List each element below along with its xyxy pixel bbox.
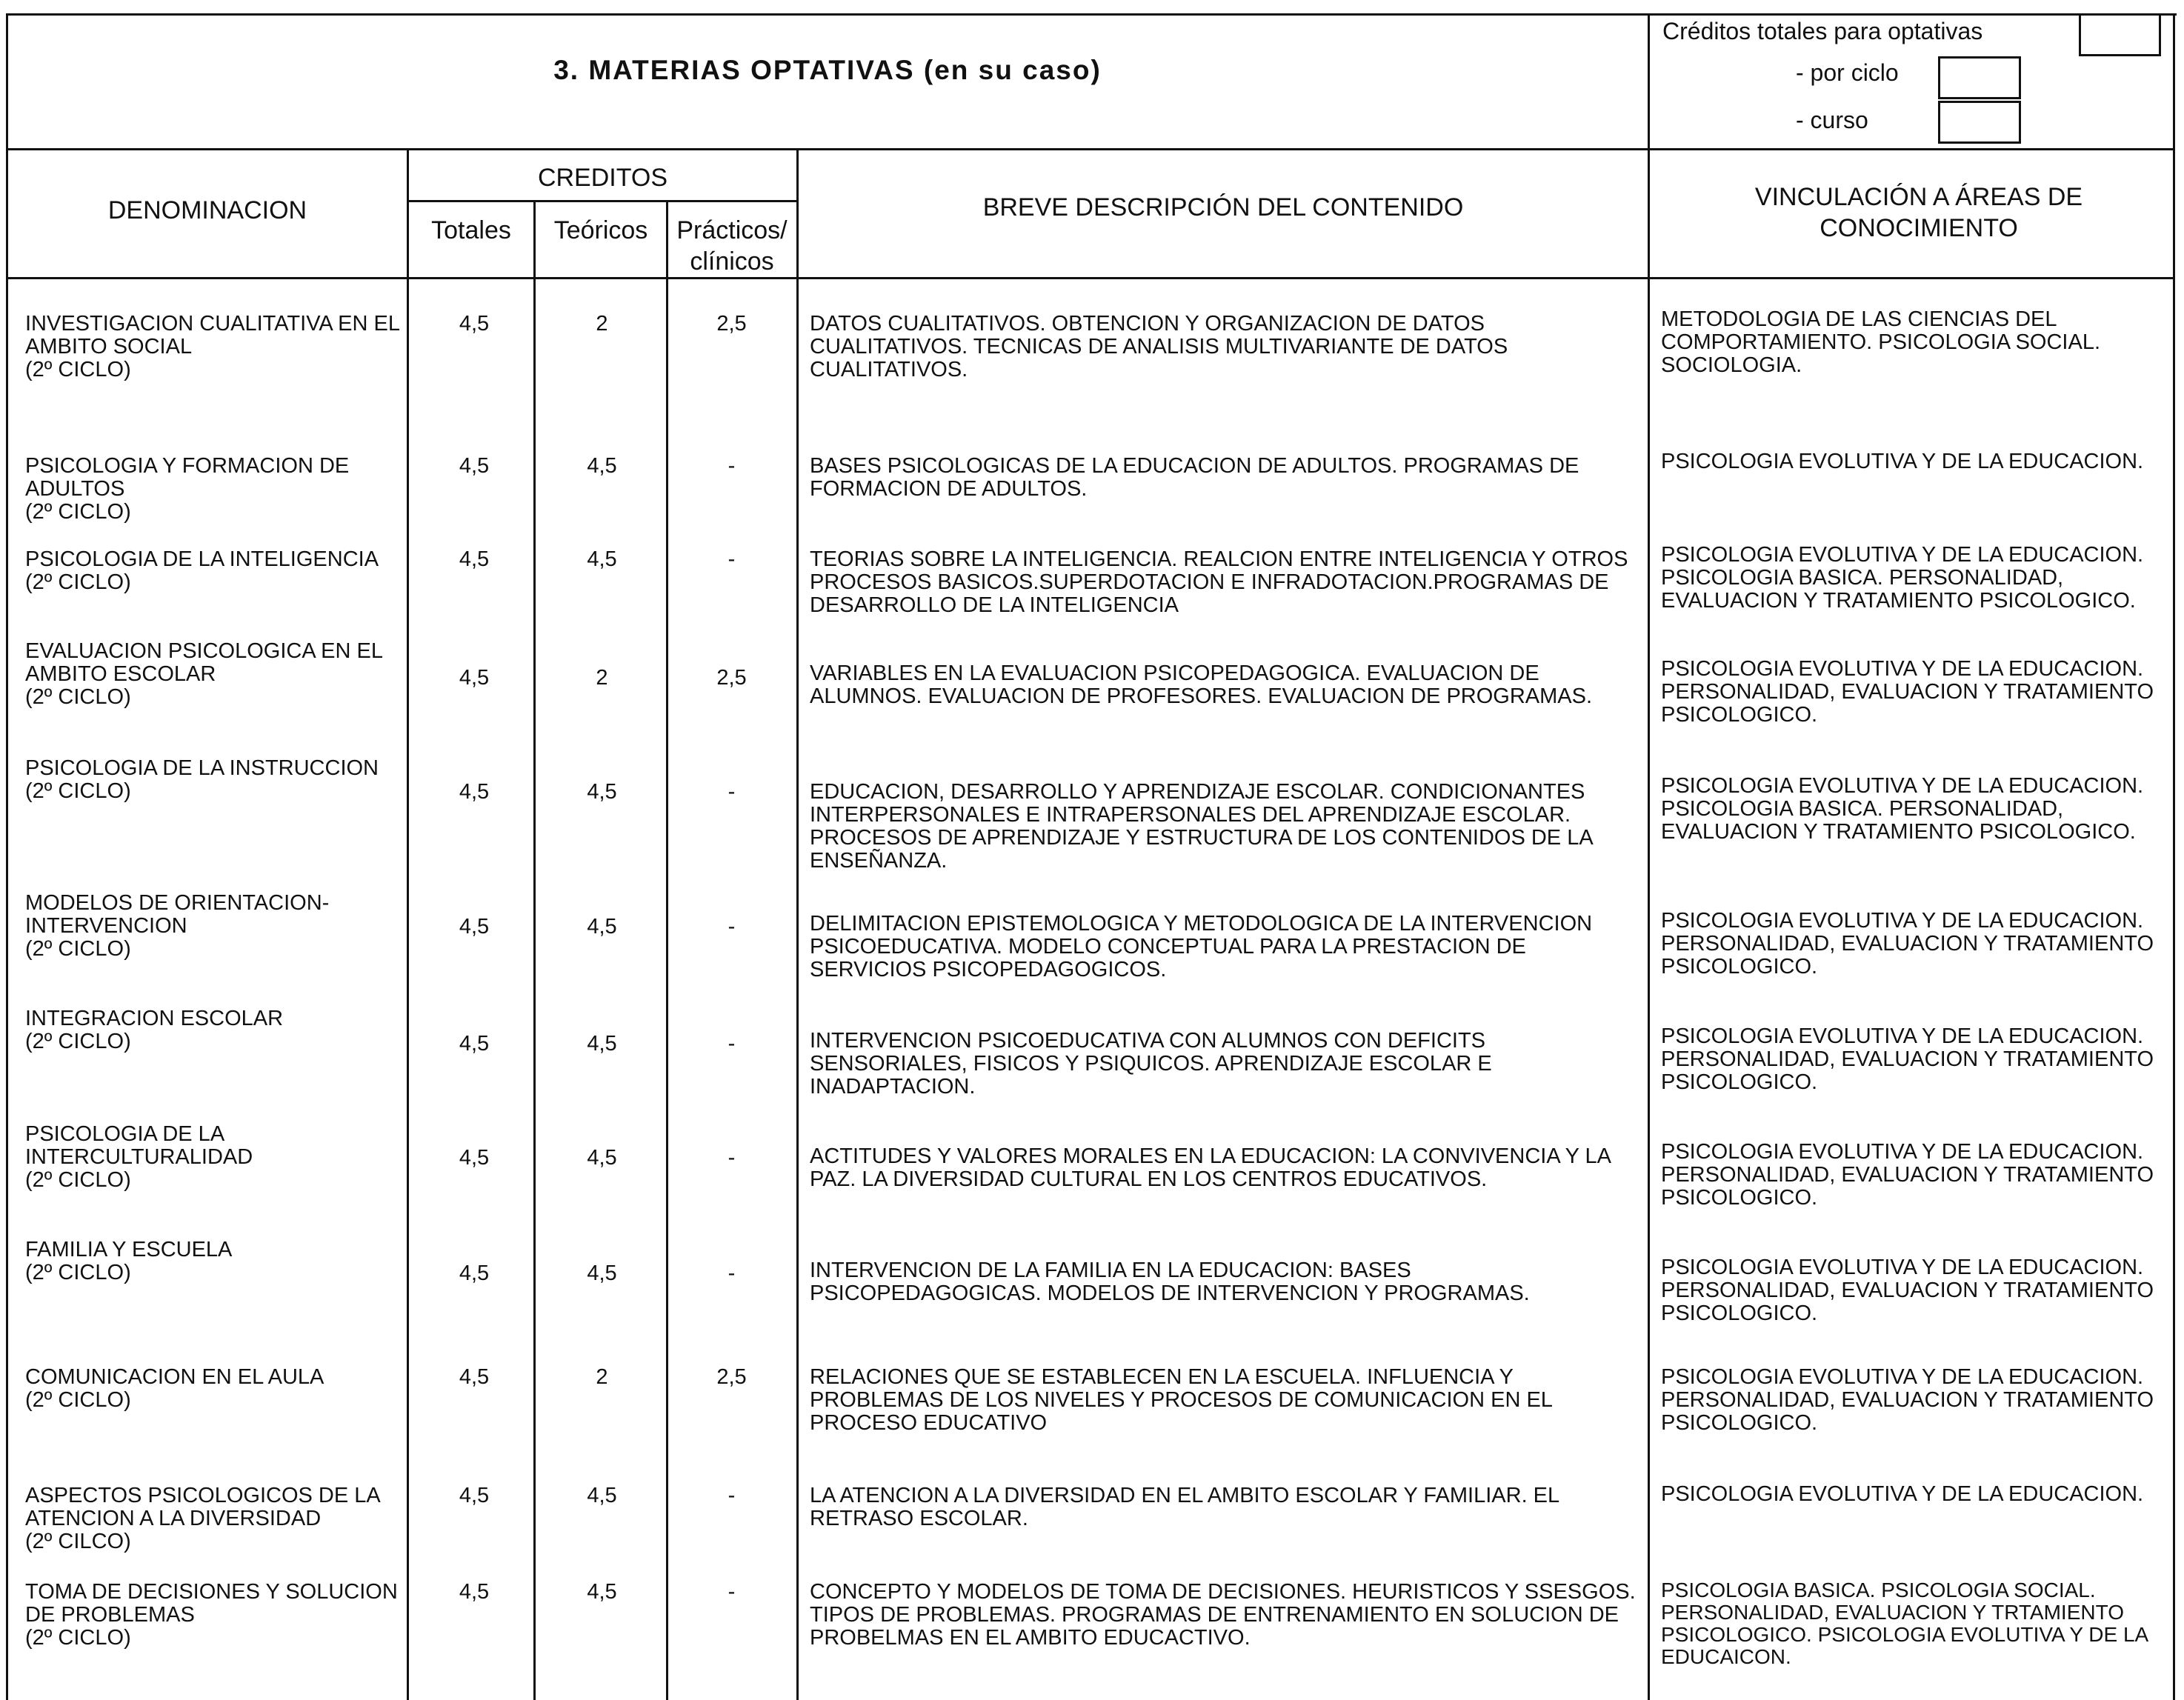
row-totales: 4,5 <box>459 547 490 571</box>
row-teoricos: 4,5 <box>587 1032 617 1056</box>
col-header-vinculacion: VINCULACIÓN A ÁREAS DE CONOCIMIENTO <box>1754 183 2083 242</box>
row-descripcion: EDUCACION, DESARROLLO Y APRENDIZAJE ESCOLAR. CONDICIONANTES INTERPERSONALES E INTRAPERSONALES DEL APRENDIZAJE ESCOLAR. PROCESOS DE APRENDIZAJE Y ESTRUCTURA DE LOS CONTENIDOS DE LA ENSEÑANZA. <box>810 780 1593 873</box>
row-ciclo: (2º CICLO) <box>25 500 131 524</box>
row-name: PSICOLOGIA DE LA INTERCULTURALIDAD <box>25 1122 253 1169</box>
row-ciclo: (2º CICLO) <box>25 1626 131 1650</box>
col-sep-descripcion <box>796 148 799 1700</box>
col-header-creditos: CREDITOS <box>537 164 668 192</box>
row-descripcion: ACTITUDES Y VALORES MORALES EN LA EDUCACION: LA CONVIVENCIA Y LA PAZ. LA DIVERSIDAD CULTURAL EN LOS CENTROS EDUCATIVOS. <box>810 1144 1611 1191</box>
row-areas: PSICOLOGIA EVOLUTIVA Y DE LA EDUCACION. PSICOLOGIA BASICA. PERSONALIDAD, EVALUACION Y TRATAMIENTO PSICOLOGICO. <box>1661 774 2144 844</box>
col-header-totales: Totales <box>431 216 511 244</box>
row-ciclo: (2º CILCO) <box>25 1530 131 1553</box>
row-teoricos: 2 <box>596 312 608 336</box>
row-name: PSICOLOGIA DE LA INSTRUCCION <box>25 756 379 780</box>
row-name: EVALUACION PSICOLOGICA EN EL AMBITO ESCOLAR <box>25 639 382 686</box>
row-teoricos: 4,5 <box>587 454 617 478</box>
por-ciclo-label: - por ciclo <box>1796 59 1899 86</box>
row-practicos: - <box>728 1032 736 1056</box>
por-ciclo-box[interactable] <box>1938 56 2021 99</box>
row-ciclo: (2º CICLO) <box>25 1261 131 1284</box>
row-practicos: - <box>728 1484 736 1507</box>
row-ciclo: (2º CICLO) <box>25 1388 131 1412</box>
row-practicos: - <box>728 780 736 804</box>
col-header-denominacion: DENOMINACION <box>107 196 307 224</box>
row-descripcion: BASES PSICOLOGICAS DE LA EDUCACION DE ADULTOS. PROGRAMAS DE FORMACION DE ADULTOS. <box>810 454 1579 501</box>
row-name: PSICOLOGIA DE LA INTELIGENCIA <box>25 547 379 571</box>
top-border <box>6 13 2177 16</box>
left-border <box>6 13 8 1700</box>
col-sep-teoricos <box>666 200 668 1700</box>
row-teoricos: 4,5 <box>587 915 617 939</box>
row-areas: PSICOLOGIA EVOLUTIVA Y DE LA EDUCACION. PSICOLOGIA BASICA. PERSONALIDAD, EVALUACION Y TRATAMIENTO PSICOLOGICO. <box>1661 543 2144 613</box>
row-areas: PSICOLOGIA BASICA. PSICOLOGIA SOCIAL. PERSONALIDAD, EVALUACION Y TRTAMIENTO PSICOLOGICO. PSICOLOGIA EVOLUTIVA Y DE LA EDUCAICON. <box>1661 1579 2148 1668</box>
row-totales: 4,5 <box>459 780 490 804</box>
row-areas: PSICOLOGIA EVOLUTIVA Y DE LA EDUCACION. PERSONALIDAD, EVALUACION Y TRATAMIENTO PSICOLOGICO. <box>1661 1024 2154 1094</box>
row-teoricos: 4,5 <box>587 1580 617 1604</box>
row-areas: PSICOLOGIA EVOLUTIVA Y DE LA EDUCACION. PERSONALIDAD, EVALUACION Y TRATAMIENTO PSICOLOGICO. <box>1661 1365 2154 1435</box>
separator-header-right <box>1648 13 1650 1700</box>
row-practicos: 2,5 <box>716 1365 747 1389</box>
row-descripcion: DATOS CUALITATIVOS. OBTENCION Y ORGANIZACION DE DATOS CUALITATIVOS. TECNICAS DE ANALISIS MULTIVARIANTE DE DATOS CUALITATIVOS. <box>810 312 1508 381</box>
col-header-descripcion: BREVE DESCRIPCIÓN DEL CONTENIDO <box>982 193 1464 221</box>
row-teoricos: 2 <box>596 666 608 690</box>
row-areas: METODOLOGIA DE LAS CIENCIAS DEL COMPORTAMIENTO. PSICOLOGIA SOCIAL. SOCIOLOGIA. <box>1661 307 2101 377</box>
row-ciclo: (2º CICLO) <box>25 937 131 961</box>
creditos-subheader-line <box>407 200 798 202</box>
row-descripcion: RELACIONES QUE SE ESTABLECEN EN LA ESCUELA. INFLUENCIA Y PROBLEMAS DE LOS NIVELES Y PROCESOS DE COMUNICACION EN EL PROCESO EDUCATIVO <box>810 1365 1552 1435</box>
row-practicos: - <box>728 915 736 939</box>
curso-label: - curso <box>1796 107 1868 133</box>
row-teoricos: 4,5 <box>587 1146 617 1170</box>
row-areas: PSICOLOGIA EVOLUTIVA Y DE LA EDUCACION. PERSONALIDAD, EVALUACION Y TRATAMIENTO PSICOLOGICO. <box>1661 1256 2154 1325</box>
row-areas: PSICOLOGIA EVOLUTIVA Y DE LA EDUCACION. <box>1661 1482 2144 1506</box>
row-totales: 4,5 <box>459 915 490 939</box>
row-totales: 4,5 <box>459 1032 490 1056</box>
row-totales: 4,5 <box>459 666 490 690</box>
row-practicos: 2,5 <box>716 666 747 690</box>
row-practicos: - <box>728 454 736 478</box>
col-header-teoricos: Teóricos <box>553 216 648 244</box>
row-descripcion: VARIABLES EN LA EVALUACION PSICOPEDAGOGICA. EVALUACION DE ALUMNOS. EVALUACION DE PROFESORES. EVALUACION DE PROGRAMAS. <box>810 661 1593 708</box>
row-name: MODELOS DE ORIENTACION-INTERVENCION <box>25 891 330 938</box>
row-areas: PSICOLOGIA EVOLUTIVA Y DE LA EDUCACION. PERSONALIDAD, EVALUACION Y TRATAMIENTO PSICOLOGICO. <box>1661 1140 2154 1210</box>
row-descripcion: TEORIAS SOBRE LA INTELIGENCIA. REALCION ENTRE INTELIGENCIA Y OTROS PROCESOS BASICOS.SUPERDOTACION E INFRADOTACION.PROGRAMAS DE DESARROLLO DE LA INTELIGENCIA <box>810 547 1628 617</box>
row-ciclo: (2º CICLO) <box>25 1030 131 1053</box>
row-ciclo: (2º CICLO) <box>25 570 131 594</box>
row-totales: 4,5 <box>459 1261 490 1285</box>
row-name: TOMA DE DECISIONES Y SOLUCION DE PROBLEMAS <box>25 1580 398 1627</box>
col-header-practicos: Prácticos/ clínicos <box>676 216 788 276</box>
row-totales: 4,5 <box>459 1580 490 1604</box>
row-practicos: - <box>728 547 736 571</box>
page-title: 3. MATERIAS OPTATIVAS (en su caso) <box>553 55 1102 85</box>
col-sep-denominacion <box>407 148 409 1700</box>
row-totales: 4,5 <box>459 1365 490 1389</box>
row-totales: 4,5 <box>459 1146 490 1170</box>
row-teoricos: 4,5 <box>587 547 617 571</box>
row-name: COMUNICACION EN EL AULA <box>25 1365 324 1389</box>
row-totales: 4,5 <box>459 1484 490 1507</box>
row-name: FAMILIA Y ESCUELA <box>25 1238 233 1261</box>
row-areas: PSICOLOGIA EVOLUTIVA Y DE LA EDUCACION. PERSONALIDAD, EVALUACION Y TRATAMIENTO PSICOLOGICO. <box>1661 657 2154 727</box>
row-practicos: - <box>728 1146 736 1170</box>
creditos-totales-box[interactable] <box>2079 13 2161 56</box>
row-teoricos: 4,5 <box>587 780 617 804</box>
row-ciclo: (2º CICLO) <box>25 685 131 709</box>
row-practicos: 2,5 <box>716 312 747 336</box>
row-teoricos: 2 <box>596 1365 608 1389</box>
row-descripcion: INTERVENCION DE LA FAMILIA EN LA EDUCACION: BASES PSICOPEDAGOGICAS. MODELOS DE INTERVENCION Y PROGRAMAS. <box>810 1259 1530 1305</box>
row-name: INVESTIGACION CUALITATIVA EN EL AMBITO SOCIAL <box>25 312 399 359</box>
col-sep-totales <box>533 200 536 1700</box>
creditos-totales-label: Créditos totales para optativas <box>1662 18 1983 44</box>
right-border <box>2173 13 2175 1700</box>
row-totales: 4,5 <box>459 312 490 336</box>
row-practicos: - <box>728 1261 736 1285</box>
row-descripcion: LA ATENCION A LA DIVERSIDAD EN EL AMBITO ESCOLAR Y FAMILIAR. EL RETRASO ESCOLAR. <box>810 1484 1559 1530</box>
row-name: PSICOLOGIA Y FORMACION DE ADULTOS <box>25 454 350 501</box>
row-areas: PSICOLOGIA EVOLUTIVA Y DE LA EDUCACION. PERSONALIDAD, EVALUACION Y TRATAMIENTO PSICOLOGICO. <box>1661 909 2154 979</box>
row-practicos: - <box>728 1580 736 1604</box>
row-areas: PSICOLOGIA EVOLUTIVA Y DE LA EDUCACION. <box>1661 450 2144 473</box>
row-descripcion: CONCEPTO Y MODELOS DE TOMA DE DECISIONES. HEURISTICOS Y SSESGOS. TIPOS DE PROBLEMAS. PROGRAMAS DE ENTRENAMIENTO EN SOLUCION DE PROBELMAS EN EL AMBITO EDUCACTIVO. <box>810 1580 1636 1650</box>
row-descripcion: INTERVENCION PSICOEDUCATIVA CON ALUMNOS CON DEFICITS SENSORIALES, FISICOS Y PSIQUICOS. APRENDIZAJE ESCOLAR E INADAPTACION. <box>810 1029 1492 1099</box>
row-ciclo: (2º CICLO) <box>25 779 131 803</box>
column-header-separator <box>6 277 2175 279</box>
row-descripcion: DELIMITACION EPISTEMOLOGICA Y METODOLOGICA DE LA INTERVENCION PSICOEDUCATIVA. MODELO CONCEPTUAL PARA LA PRESTACION DE SERVICIOS PSICOPEDAGOGICOS. <box>810 912 1593 981</box>
row-teoricos: 4,5 <box>587 1261 617 1285</box>
row-ciclo: (2º CICLO) <box>25 358 131 381</box>
row-name: ASPECTOS PSICOLOGICOS DE LA ATENCION A LA DIVERSIDAD <box>25 1484 380 1530</box>
row-totales: 4,5 <box>459 454 490 478</box>
header-separator <box>6 148 2175 150</box>
row-ciclo: (2º CICLO) <box>25 1168 131 1192</box>
curso-box[interactable] <box>1938 101 2021 144</box>
row-teoricos: 4,5 <box>587 1484 617 1507</box>
row-name: INTEGRACION ESCOLAR <box>25 1007 284 1030</box>
